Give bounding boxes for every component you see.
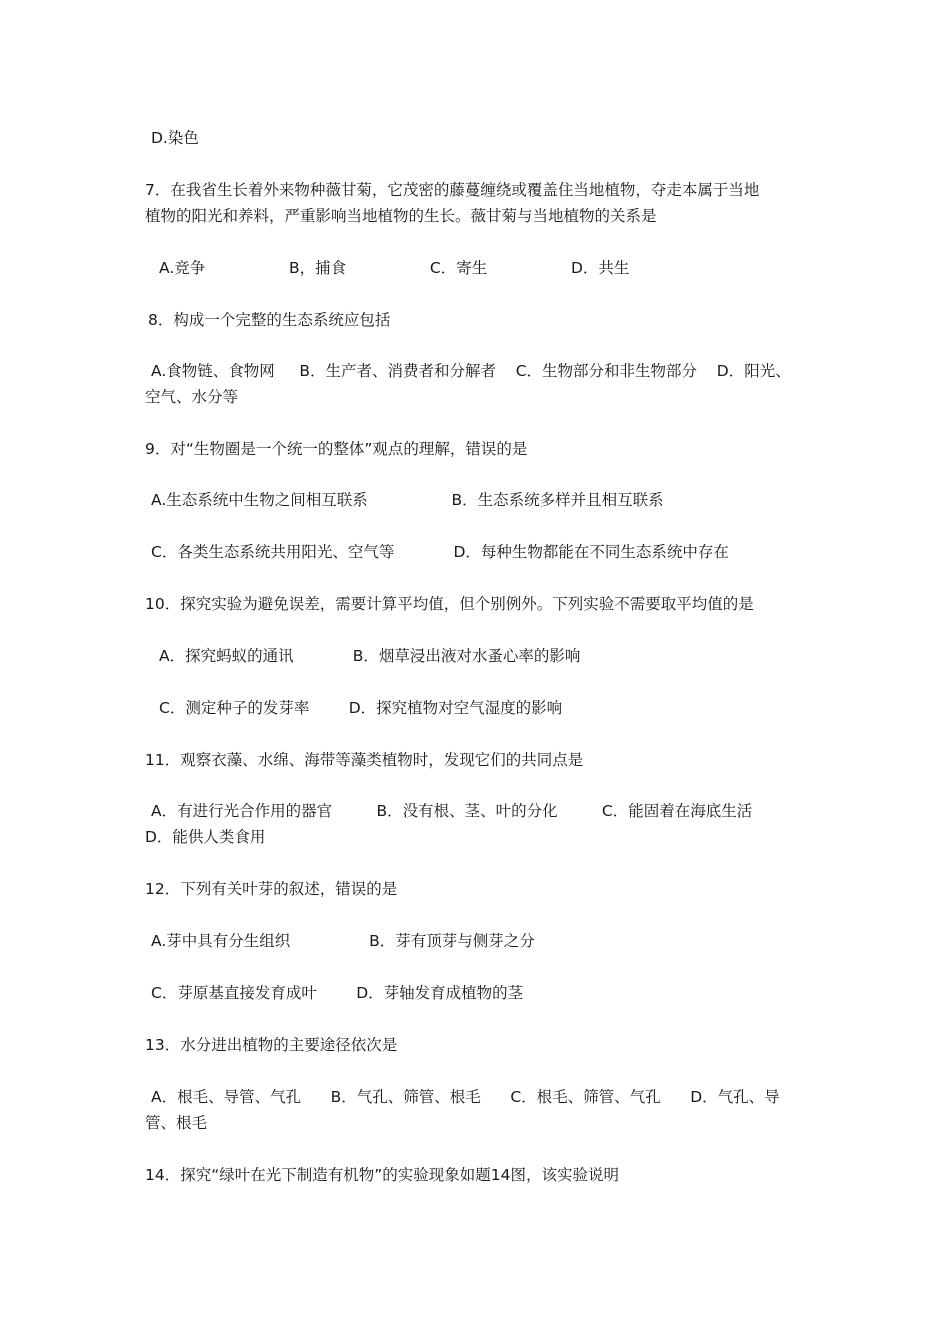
question-9-options-ab: A.生态系统中生物之间相互联系 B．生态系统多样并且相互联系 <box>151 491 664 509</box>
question-10: 10．探究实验为避免误差，需要计算平均值，但个别例外。下列实验不需要取平均值的是 <box>145 595 754 613</box>
question-10-options-cd: C．测定种子的发芽率 D．探究植物对空气湿度的影响 <box>159 699 563 717</box>
question-11-options-line-1: A．有进行光合作用的器官 B．没有根、茎、叶的分化 C．能固着在海底生活 <box>151 802 753 820</box>
question-10-options-ab: A．探究蚂蚁的通讯 B．烟草浸出液对水蚤心率的影响 <box>159 647 581 665</box>
question-8: 8．构成一个完整的生态系统应包括 <box>148 311 391 329</box>
question-9: 9．对“生物圈是一个统一的整体”观点的理解，错误的是 <box>145 440 528 458</box>
question-12-options-ab: A.芽中具有分生组织 B．芽有顶芽与侧芽之分 <box>151 932 535 950</box>
question-13-options-line-1: A．根毛、导管、气孔 B．气孔、筛管、根毛 C．根毛、筛管、气孔 D．气孔、导 <box>151 1088 780 1106</box>
question-12: 12．下列有关叶芽的叙述，错误的是 <box>145 880 398 898</box>
question-14: 14．探究“绿叶在光下制造有机物”的实验现象如题14图，该实验说明 <box>145 1166 620 1184</box>
question-13: 13．水分进出植物的主要途径依次是 <box>145 1036 398 1054</box>
option-d-q6: D.染色 <box>151 129 199 147</box>
question-7-options: A.竞争 B，捕食 C．寄生 D．共生 <box>159 259 630 277</box>
question-8-options-line-2: 空气、水分等 <box>145 388 239 406</box>
question-11: 11．观察衣藻、水绵、海带等藻类植物时，发现它们的共同点是 <box>145 751 584 769</box>
question-9-options-cd: C．各类生态系统共用阳光、空气等 D．每种生物都能在不同生态系统中存在 <box>151 543 729 561</box>
question-7-line-2: 植物的阳光和养料，严重影响当地植物的生长。薇甘菊与当地植物的关系是 <box>145 207 657 225</box>
question-11-options-line-2: D．能供人类食用 <box>145 828 266 846</box>
question-7-line-1: 7．在我省生长着外来物种薇甘菊，它茂密的藤蔓缠绕或覆盖住当地植物，夺走本属于当地 <box>145 181 760 199</box>
question-12-options-cd: C．芽原基直接发育成叶 D．芽轴发育成植物的茎 <box>151 984 524 1002</box>
question-13-options-line-2: 管、根毛 <box>145 1114 208 1132</box>
question-8-options-line-1: A.食物链、食物网 B．生产者、消费者和分解者 C．生物部分和非生物部分 D．阳光、 <box>151 362 791 380</box>
